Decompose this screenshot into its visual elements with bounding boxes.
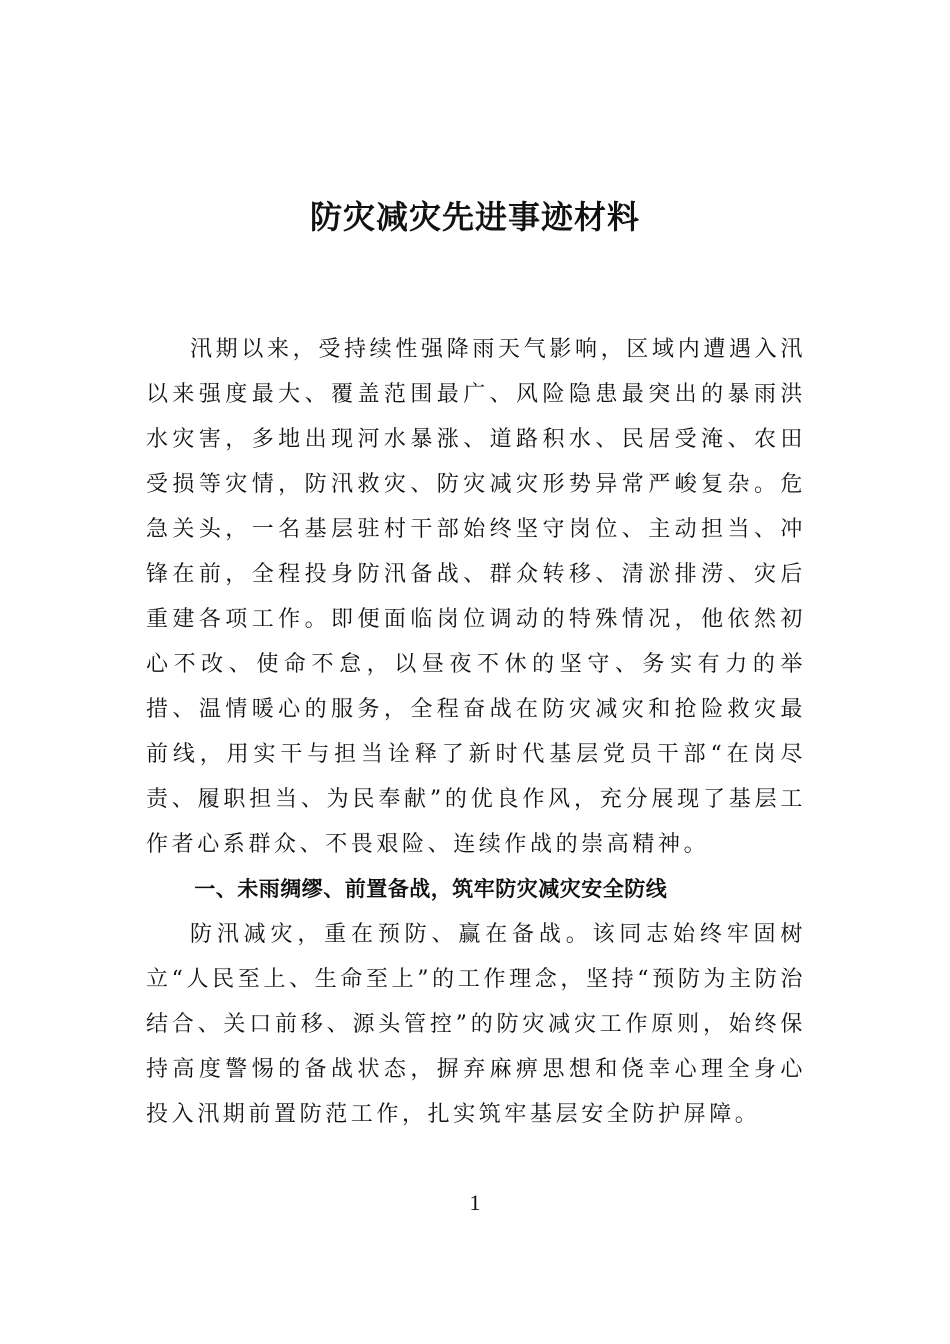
section-paragraph: 防汛减灾，重在预防、赢在备战。该同志始终牢固树立“人民至上、生命至上”的工作理念，坚持“预防为主防治结合、关口前移、源头管控”的防灾减灾工作原则，始终保持高度警惕的备战状态，摒弃麻痹思想和侥幸心理全身心投入汛期前置防范工作，扎实筑牢基层安全防护屏障。 bbox=[146, 922, 806, 1127]
section-heading: 一、未雨绸缪、前置备战，筑牢防灾减灾安全防线 bbox=[194, 877, 668, 901]
document-title: 防灾减灾先进事迹材料 bbox=[309, 198, 640, 236]
intro-paragraph: 汛期以来，受持续性强降雨天气影响，区域内遭遇入汛以来强度最大、覆盖范围最广、风险隐患最突出的暴雨洪水灾害，多地出现河水暴涨、道路积水、民居受淹、农田受损等灾情，防汛救灾、防灾减灾形势异常严峻复杂。危急关头，一名基层驻村干部始终坚守岗位、主动担当、冲锋在前，全程投身防汛备战、群众转移、清淤排涝、灾后重建各项工作。即便面临岗位调动的特殊情况，他依然初心不改、使命不怠，以昼夜不休的坚守、务实有力的举措、温情暖心的服务，全程奋战在防灾减灾和抢险救灾最前线，用实干与担当诠释了新时代基层党员干部“在岗尽责、履职担当、为民奉献”的优良作风，充分展现了基层工作者心系群众、不畏艰险、连续作战的崇高精神。 bbox=[146, 337, 806, 857]
document-body bbox=[146, 327, 806, 1137]
page-number: 1 bbox=[469, 1190, 481, 1215]
